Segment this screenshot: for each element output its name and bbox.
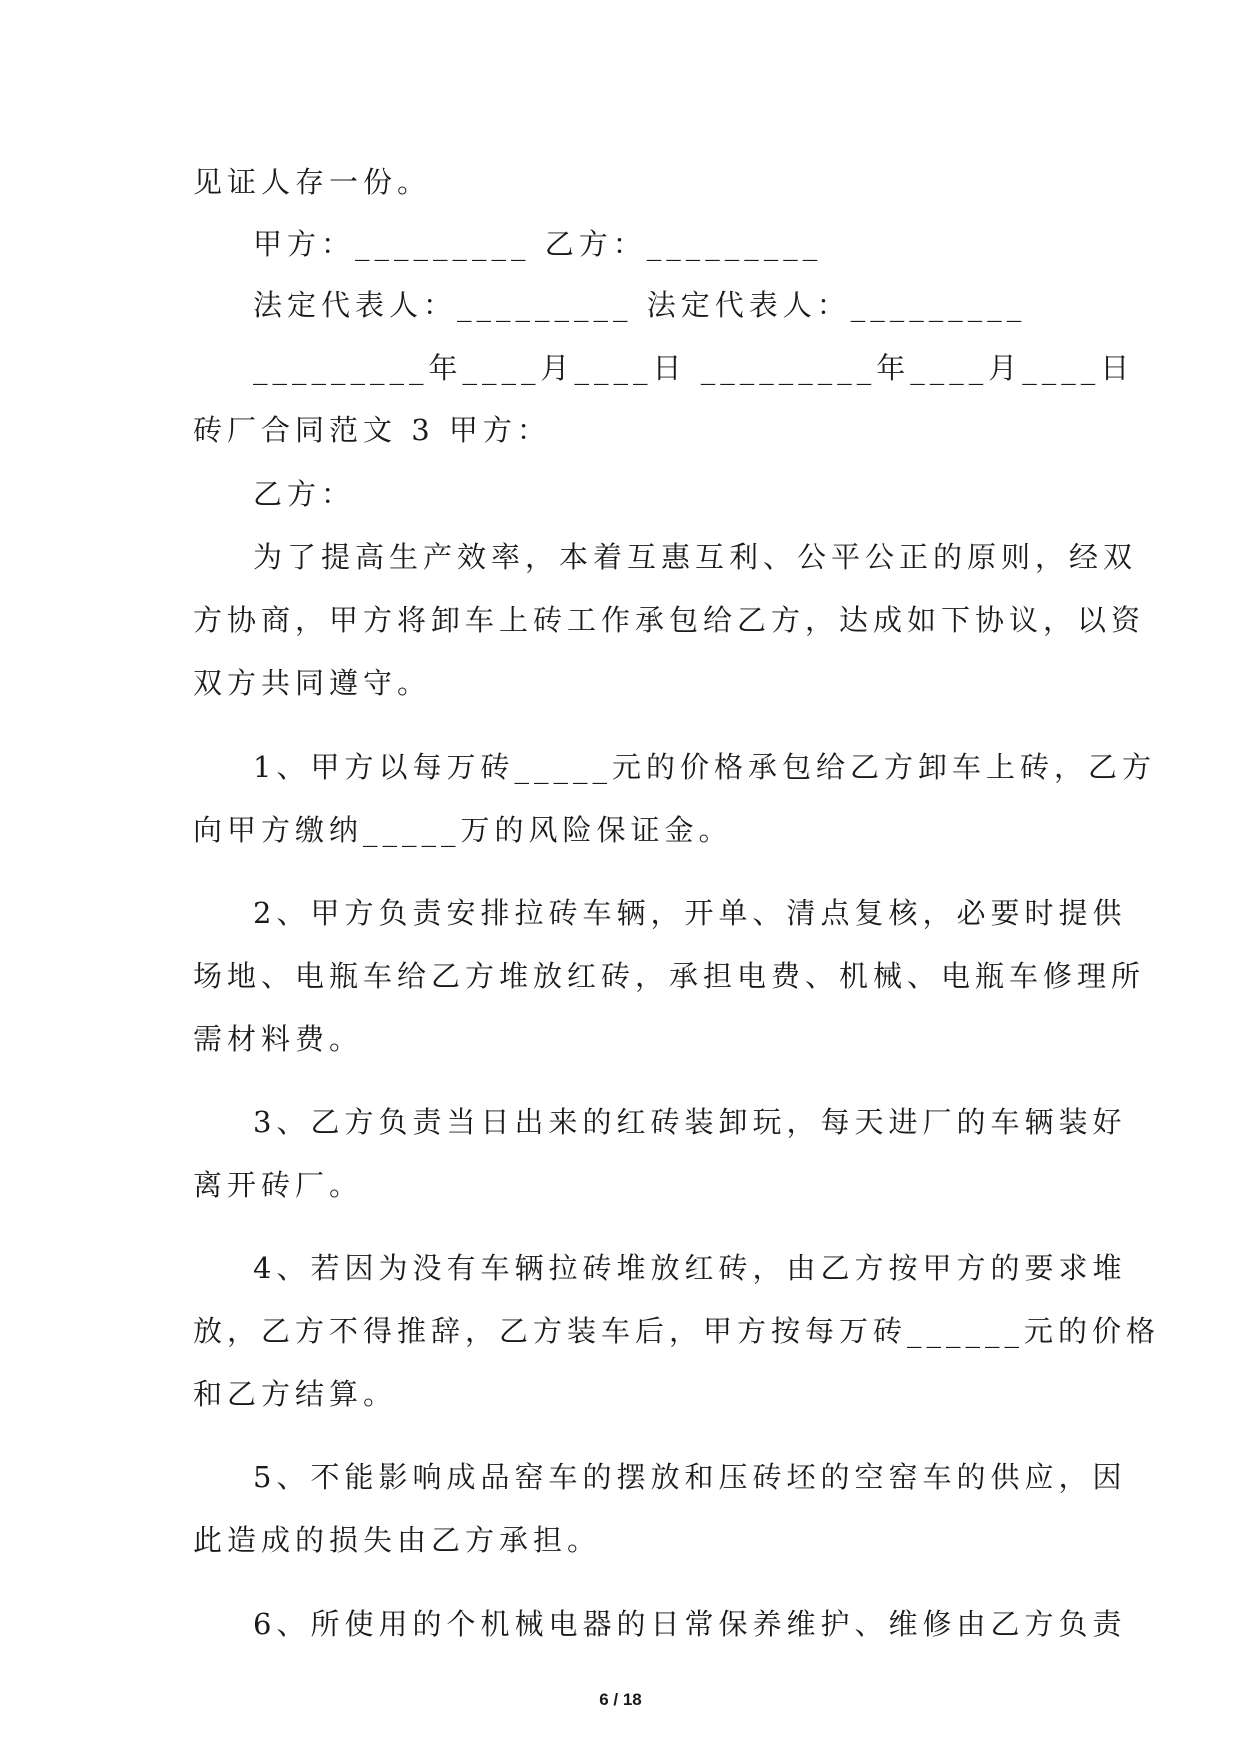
clause-line: 5、不能影响成品窑车的摆放和压砖坯的空窑车的供应，因 [253,1460,1127,1494]
clause-line: 放，乙方不得推辞，乙方装车后，甲方按每万砖______元的价格 [193,1314,1161,1348]
clause-line: 1、甲方以每万砖_____元的价格承包给乙方卸车上砖，乙方 [253,750,1156,784]
signature-date-line: _________年____月____日 _________年____月____日 [253,351,1135,385]
clause-line: 向甲方缴纳_____万的风险保证金。 [193,813,733,847]
clause-line: 离开砖厂。 [193,1168,364,1202]
clause-line: 场地、电瓶车给乙方堆放红砖，承担电费、机械、电瓶车修理所 [193,959,1146,993]
clause-line: 和乙方结算。 [193,1377,398,1411]
clause-line: 此造成的损失由乙方承担。 [193,1523,602,1557]
text-line: 见证人存一份。 [193,165,432,199]
clause-line: 6、所使用的个机械电器的日常保养维护、维修由乙方负责 [253,1607,1127,1641]
signature-party-line: 甲方：_________ 乙方：_________ [253,227,823,261]
clause-line: 需材料费。 [193,1022,364,1056]
paragraph-line: 方协商，甲方将卸车上砖工作承包给乙方，达成如下协议，以资 [193,603,1146,637]
text-line: 乙方： [253,477,356,511]
clause-line: 3、乙方负责当日出来的红砖装卸玩，每天进厂的车辆装好 [253,1105,1127,1139]
clause-line: 2、甲方负责安排拉砖车辆，开单、清点复核，必要时提供 [253,896,1127,930]
paragraph-line: 为了提高生产效率，本着互惠互利、公平公正的原则，经双 [253,540,1138,574]
signature-representative-line: 法定代表人：_________ 法定代表人：_________ [253,288,1027,322]
section-heading: 砖厂合同范文 3 甲方： [193,413,551,447]
page-number: 6 / 18 [599,1690,642,1709]
paragraph-line: 双方共同遵守。 [193,666,432,700]
clause-line: 4、若因为没有车辆拉砖堆放红砖，由乙方按甲方的要求堆 [253,1251,1127,1285]
